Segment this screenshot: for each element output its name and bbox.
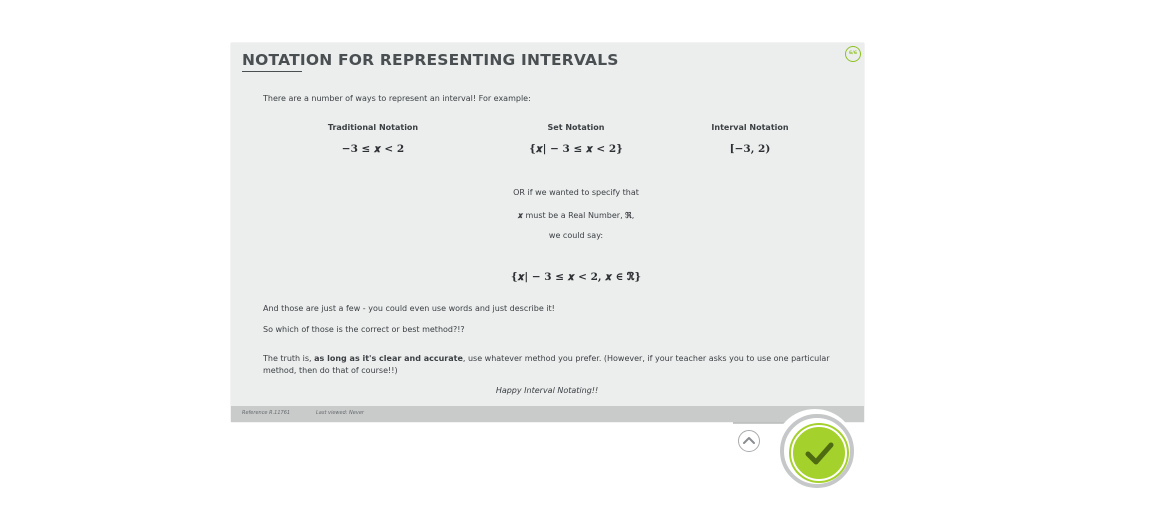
paragraph-1: And those are just a few - you could even use words and just describe it! [263, 304, 555, 313]
complete-button[interactable] [774, 409, 856, 491]
progress-badge: 6/6 [845, 46, 861, 62]
column-header-set: Set Notation [547, 123, 605, 132]
title-underline [242, 71, 302, 72]
card-footer [231, 406, 864, 422]
complete-button-ring [780, 414, 854, 488]
set-notation-math: {𝒙| − 3 ≤ 𝒙 < 2} [529, 143, 623, 155]
page-title: NOTATION FOR REPRESENTING INTERVALS [242, 51, 619, 69]
scroll-up-button[interactable] [735, 427, 763, 455]
checkmark-icon [791, 425, 847, 481]
or-line-2 [466, 210, 686, 221]
column-header-traditional: Traditional Notation [327, 123, 419, 132]
interval-notation-math: [−3, 2) [729, 143, 771, 155]
last-viewed: Last viewed: Never [316, 410, 364, 416]
or-line-2-text: must be a Real Number, [522, 211, 626, 220]
closing-text: Happy Interval Notating!! [495, 386, 599, 395]
truth-line-1 [263, 354, 830, 363]
traditional-notation-math: −3 ≤ 𝒙 < 2 [341, 143, 405, 155]
real-number-symbol: ℜ [625, 210, 632, 220]
paragraph-2: So which of those is the correct or best method?!? [263, 325, 465, 334]
reference-id: Reference R.11761 [242, 410, 291, 416]
truth-prefix: The truth is, [263, 354, 315, 363]
truth-bold: as long as it's clear and accurate [314, 354, 463, 363]
lesson-card [231, 43, 864, 422]
chevron-up-icon [738, 430, 760, 452]
or-line-1: OR if we wanted to specify that [513, 188, 639, 197]
truth-suffix: , use whatever method you prefer. (However, if your teacher asks you to use one particular [462, 354, 830, 363]
truth-line-2: method, then do that of course!!) [263, 366, 398, 375]
column-header-interval: Interval Notation [711, 123, 789, 132]
or-line-3: we could say: [548, 231, 604, 240]
or-line-2-end: , [631, 211, 635, 220]
intro-text: There are a number of ways to represent an interval! For example: [263, 94, 531, 103]
real-set-notation-math: {𝒙| − 3 ≤ 𝒙 < 2, 𝒙 ∈ ℜ} [510, 271, 642, 283]
variable-x: 𝒙 [517, 210, 523, 220]
